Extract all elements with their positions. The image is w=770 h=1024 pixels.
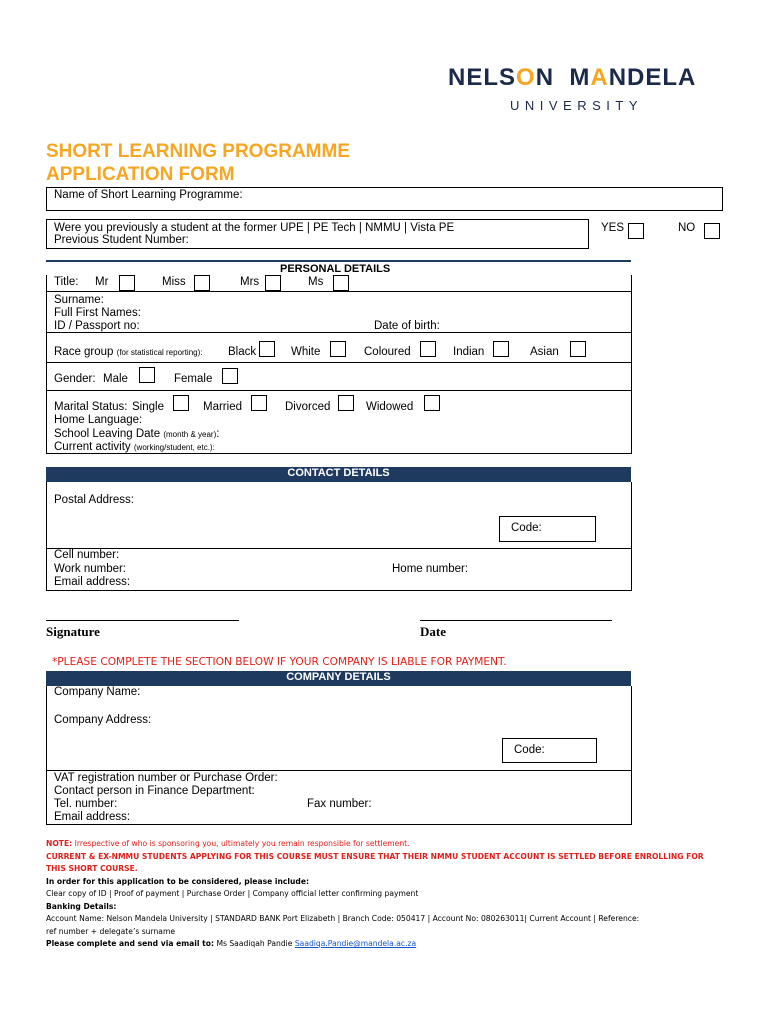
form-title-line2: APPLICATION FORM [46,164,235,185]
previous-student-question: Were you previously a student at the former UPE | PE Tech | NMMU | Vista PE [54,222,455,234]
programme-name-label: Name of Short Learning Programme: [54,189,243,201]
gender-male-label: Male [103,373,128,385]
race-black-checkbox[interactable] [259,341,275,357]
company-email-label: Email address: [54,811,131,823]
cell-number-label: Cell number: [54,549,120,561]
logo-wordmark [448,64,696,92]
race-black-label: Black [228,346,257,358]
school-leaving-label [54,428,219,441]
current-activity-label [54,441,215,454]
gender-female-label: Female [174,373,213,385]
yes-label: YES [601,222,625,234]
race-white-checkbox[interactable] [330,341,346,357]
banking-line1: Account Name: Nelson Mandela University | STANDARD BANK Port Elizabeth | Branch Code: 050417 | Account No: 080263011| Current Account | Reference: [46,914,640,923]
date-of-birth-label: Date of birth: [374,320,440,332]
race-group-label [54,346,202,359]
fax-number-label: Fax number: [307,798,372,810]
postal-address-label: Postal Address: [54,494,134,506]
company-code-label: Code: [514,744,545,756]
include-heading: In order for this application to be considered, please include: [46,876,310,886]
home-number-label: Home number: [392,563,469,575]
title-ms-checkbox[interactable] [333,275,349,291]
gender-female-checkbox[interactable] [222,368,238,384]
send-colon: : [210,939,215,948]
race-coloured-checkbox[interactable] [420,341,436,357]
school-leaving-note: (month & year) [163,430,217,439]
no-checkbox[interactable] [704,223,720,239]
contact-divider [46,548,632,549]
current-activity-text: Current activity [54,441,131,453]
email-address-label: Email address: [54,576,131,588]
postal-code-label: Code: [511,522,542,534]
tel-number-label: Tel. number: [54,798,118,810]
marital-divorced-checkbox[interactable] [338,395,354,411]
title-label: Title: [54,276,79,288]
previous-student-number-label: Previous Student Number: [54,234,189,246]
notes-section [46,838,736,951]
company-divider [46,770,632,771]
marital-widowed-label: Widowed [366,401,414,413]
gender-label: Gender: [54,373,96,385]
marital-single-label: Single [132,401,164,413]
finance-contact-label: Contact person in Finance Department: [54,785,255,797]
title-mr-label: Mr [95,276,109,288]
logo-part: NELS [448,64,517,91]
form-title-line1: SHORT LEARNING PROGRAMME [46,141,350,162]
marital-widowed-checkbox[interactable] [424,395,440,411]
surname-label: Surname: [54,294,104,306]
title-miss-label: Miss [162,276,186,288]
marital-married-checkbox[interactable] [251,395,267,411]
gender-male-checkbox[interactable] [139,367,155,383]
include-list: Clear copy of ID | Proof of payment | Purchase Order | Company official letter confirming payment [46,889,419,898]
current-students-line2: THIS SHORT COURSE. [46,864,138,873]
race-asian-label: Asian [530,346,559,358]
title-miss-checkbox[interactable] [194,275,210,291]
race-indian-label: Indian [453,346,485,358]
marital-status-label: Marital Status: [54,401,128,413]
race-asian-checkbox[interactable] [570,341,586,357]
company-name-label: Company Name: [54,686,141,698]
note-text: Irrespective of who is sponsoring you, ultimately you remain responsible for settlement. [72,839,410,848]
marital-married-label: Married [203,401,242,413]
current-activity-note: (working/student, etc.): [133,443,215,452]
race-group-text: Race group [54,346,114,358]
title-mr-checkbox[interactable] [119,275,135,291]
school-leaving-colon: : [216,428,220,440]
logo-part: N [535,64,555,91]
race-indian-checkbox[interactable] [493,341,509,357]
personal-details-bar [46,260,631,262]
signature-line[interactable] [46,620,239,621]
no-label: NO [678,222,696,234]
logo-triangle-glyph: A [590,64,609,91]
marital-single-checkbox[interactable] [173,395,189,411]
note-label: NOTE: [46,839,73,848]
race-coloured-label: Coloured [364,346,411,358]
current-students-line1: CURRENT & EX-NMMU STUDENTS APPLYING FOR THIS COURSE MUST ENSURE THAT THEIR NMMU STUDENT ACCOUNT IS SETTLED BEFORE ENROLLING FOR [46,851,704,861]
contact-details-header: CONTACT DETAILS [46,467,631,482]
personal-divider-1 [46,291,632,292]
date-line[interactable] [420,620,612,621]
company-liable-notice: *PLEASE COMPLETE THE SECTION BELOW IF YOUR COMPANY IS LIABLE FOR PAYMENT. [52,656,507,668]
signature-label: Signature [46,624,100,639]
marital-divorced-label: Divorced [285,401,331,413]
personal-divider-4 [46,390,632,391]
yes-checkbox[interactable] [628,223,644,239]
company-details-header: COMPANY DETAILS [46,671,631,686]
logo-part: M [569,64,591,91]
send-name: Ms Saadiqah Pandie [214,939,295,948]
company-address-label: Company Address: [54,714,152,726]
banking-heading: Banking Details: [46,901,117,911]
id-passport-label: ID / Passport no: [54,320,140,332]
personal-divider-3 [46,362,632,363]
banking-line2: ref number + delegate’s surname [46,926,176,936]
logo-university-text: UNIVERSITY [510,98,644,113]
home-language-label: Home Language: [54,414,143,426]
title-ms-label: Ms [308,276,324,288]
send-line [46,938,736,951]
school-leaving-text: School Leaving Date [54,428,161,440]
logo-part: NDELA [608,64,697,91]
race-group-note: (for statistical reporting): [116,348,203,357]
send-label: Please complete and send via email to [46,939,211,948]
race-white-label: White [291,346,321,358]
university-logo [448,64,698,114]
title-mrs-checkbox[interactable] [265,275,281,291]
date-label: Date [420,624,446,639]
full-names-label: Full First Names: [54,307,141,319]
note-line [46,838,736,851]
send-email-link[interactable]: Saadiqa.Pandie@mandela.ac.za [294,939,417,948]
work-number-label: Work number: [54,563,127,575]
title-mrs-label: Mrs [240,276,260,288]
personal-details-header: PERSONAL DETAILS [280,263,391,275]
logo-sun-glyph: O [516,64,536,91]
vat-label: VAT registration number or Purchase Order: [54,772,278,784]
